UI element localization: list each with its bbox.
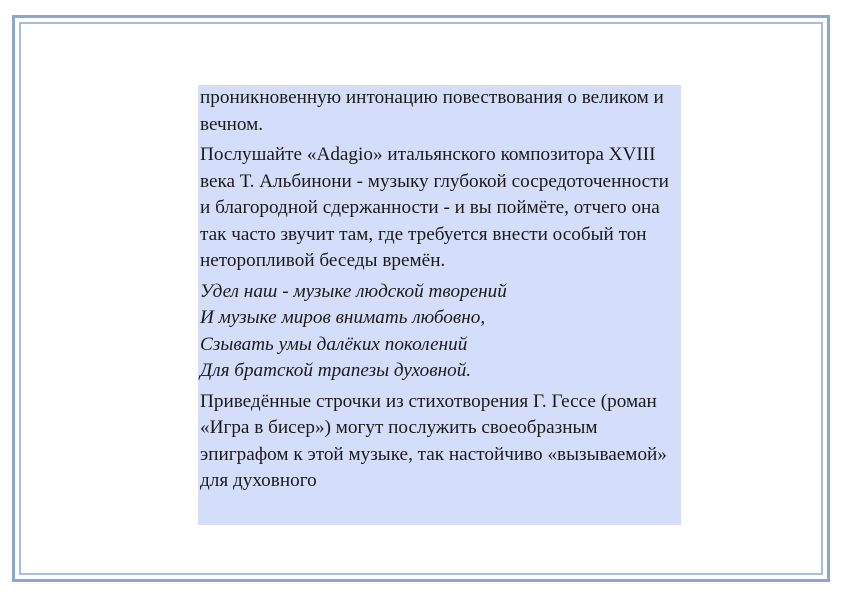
poem-line: Сзывать умы далёких поколений bbox=[200, 333, 468, 355]
poem-line: Для братской трапезы духовной. bbox=[200, 360, 472, 381]
paragraph-adagio: Послушайте «Adagio» итальянского композитора XVIII века Т. Альбинони - музыку глубокой сосредоточенности и благородной сдержанности - и вы поймёте, отчего она так часто звучит там, где требуется внести особый тон неторопливой беседы времён. bbox=[200, 144, 669, 271]
slide-text-block bbox=[198, 85, 681, 525]
paragraph-hesse: Приведённые строчки из стихотворения Г. Гессе (роман «Игра в бисер») могут послужить своеобразным эпиграфом к этой музыке, так настойчиво «вызываемой» для духовного bbox=[200, 390, 667, 491]
paragraph-intro: проникновенную интонацию повествования о великом и вечном. bbox=[200, 87, 664, 135]
poem-line: И музыке миров внимать любовно, bbox=[200, 307, 486, 328]
poem-line: Удел наш - музыке людской творений bbox=[200, 280, 507, 302]
poem-epigraph bbox=[200, 279, 677, 385]
